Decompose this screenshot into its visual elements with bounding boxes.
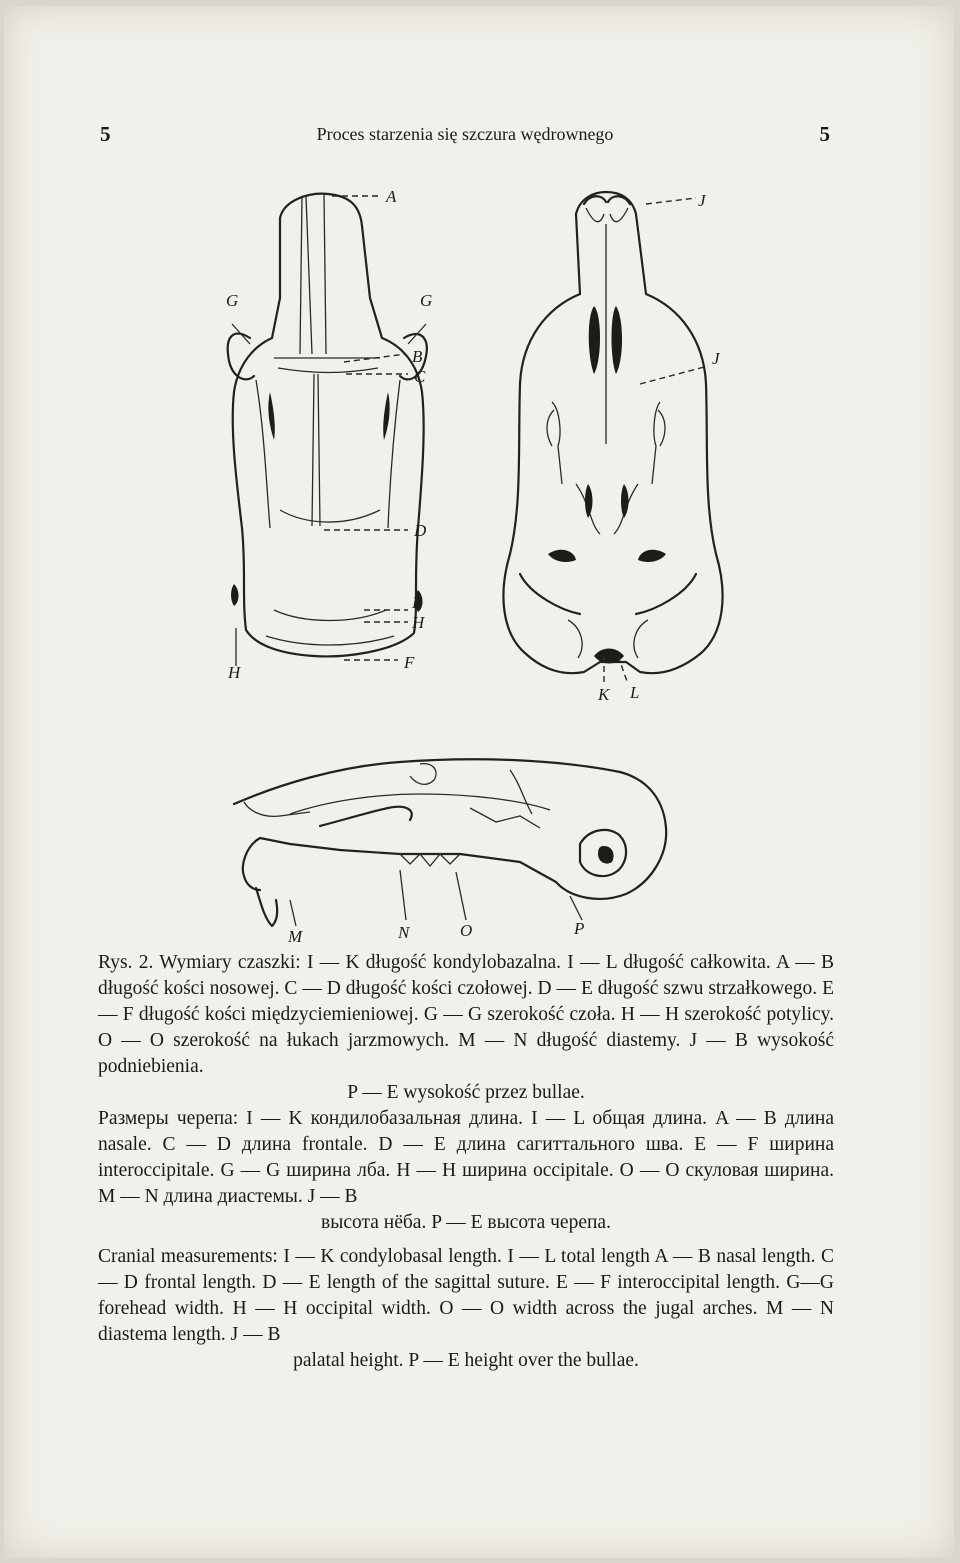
- label-dorsal-g-right: G: [420, 291, 433, 310]
- caption-russian: [98, 1106, 834, 1236]
- page-header: [100, 122, 830, 152]
- skull-lateral-figure: [220, 750, 682, 946]
- label-ventral-j-top: J: [698, 191, 706, 210]
- label-dorsal-d: D: [414, 521, 427, 540]
- caption-polish-last-line: P — E wysokość przez bullae.: [347, 1082, 585, 1103]
- caption-russian-last-line: высота нёба. P — E высота черепа.: [321, 1212, 611, 1233]
- skull-dorsal-figure: [194, 178, 464, 688]
- caption-english-main: Cranial measurements: I — K condylobasal length. I — L total length A — B nasal length. C — D frontal length. D — E length of the sagittal suture. E — F interoccipital length. G—G forehead width. H — H occipital width. O — O width across the jugal arches. M — N diastema length. J — B: [98, 1246, 834, 1345]
- label-dorsal-a: A: [386, 187, 397, 206]
- label-dorsal-g-left: G: [226, 291, 239, 310]
- label-lateral-n: N: [398, 923, 410, 942]
- label-lateral-o: O: [460, 921, 473, 940]
- label-ventral-k: K: [598, 685, 610, 704]
- label-dorsal-c: C: [414, 367, 426, 386]
- caption-english: [98, 1244, 834, 1374]
- page-number-right: 5: [819, 122, 830, 146]
- skull-dorsal-drawing: [194, 178, 464, 688]
- caption-russian-main: Размеры черепа: I — K кондилобазальная длина. I — L общая длина. A — B длина nasale. C — D длина frontale. D — E длина сагиттального шва. E — F ширина interoccipitale. G — G ширина лба. H — H ширина occipitale. O — O скуловая ширина. M — N длина диастемы. J — B: [98, 1108, 834, 1207]
- label-lateral-m: M: [288, 927, 303, 946]
- label-ventral-j-mid: J: [712, 349, 720, 368]
- skull-ventral-figure: [490, 184, 736, 704]
- label-ventral-l: L: [630, 683, 640, 702]
- label-dorsal-b: B: [412, 347, 423, 366]
- running-title: Proces starzenia się szczura wędrownego: [316, 124, 614, 144]
- caption-polish: [98, 950, 834, 1106]
- label-lateral-p: P: [574, 919, 585, 938]
- document-page: [4, 6, 954, 1558]
- label-dorsal-h-right: H: [412, 613, 425, 632]
- label-dorsal-e: E: [412, 593, 423, 612]
- caption-english-last-line: palatal height. P — E height over the bullae.: [293, 1350, 639, 1371]
- label-dorsal-f: F: [404, 653, 415, 672]
- page-number-left: 5: [100, 122, 111, 146]
- label-dorsal-h-left: H: [228, 663, 241, 682]
- skull-lateral-drawing: [220, 750, 682, 946]
- skull-ventral-drawing: [490, 184, 736, 704]
- caption-polish-main: Rys. 2. Wymiary czaszki: I — K długość kondylobazalna. I — L długość całkowita. A — B długość kości nosowej. C — D długość kości czołowej. D — E długość szwu strzałkowego. E — F długość kości międzyciemieniowej. G — G szerokość czoła. H — H szerokość potylicy. O — O szerokość na łukach jarzmowych. M — N długość diastemy. J — B wysokość podniebienia.: [98, 952, 834, 1077]
